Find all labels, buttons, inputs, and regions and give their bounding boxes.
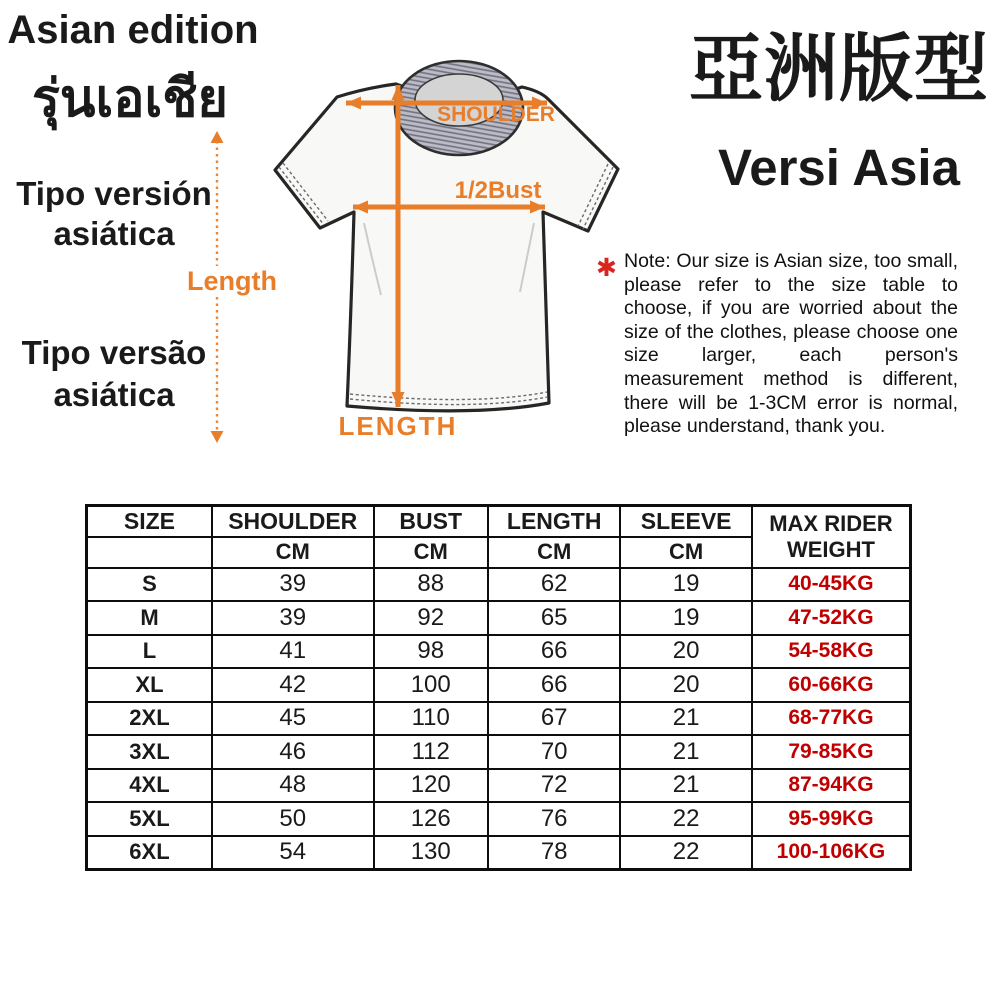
unit-cell: CM bbox=[488, 537, 620, 568]
shoulder-cell: 39 bbox=[212, 601, 374, 635]
size-cell: 6XL bbox=[87, 836, 212, 870]
sleeve-cell: 19 bbox=[620, 568, 751, 602]
tshirt-diagram bbox=[250, 55, 630, 455]
length-cell: 78 bbox=[488, 836, 620, 870]
table-row bbox=[87, 668, 911, 702]
table-header-row bbox=[87, 506, 911, 537]
sleeve-cell: 21 bbox=[620, 702, 751, 736]
table-row bbox=[87, 568, 911, 602]
size-cell: M bbox=[87, 601, 212, 635]
weight-cell: 95-99KG bbox=[752, 802, 911, 836]
table-row bbox=[87, 601, 911, 635]
shoulder-cell: 54 bbox=[212, 836, 374, 870]
bust-cell: 88 bbox=[374, 568, 488, 602]
bust-cell: 110 bbox=[374, 702, 488, 736]
size-note-text: Note: Our size is Asian size, too small, please refer to the size table to choose, if you are worried about the size of the clothes, please choose one size larger, each person's measurement method is different, there will be 1-3CM error is normal, please understand, thank you. bbox=[624, 250, 958, 438]
sleeve-cell: 22 bbox=[620, 802, 751, 836]
weight-cell: 100-106KG bbox=[752, 836, 911, 870]
unit-cell: CM bbox=[374, 537, 488, 568]
length-cell: 72 bbox=[488, 769, 620, 803]
title-spanish-line1: Tipo versión bbox=[16, 175, 212, 212]
length-cell: 66 bbox=[488, 668, 620, 702]
title-spanish-line2: asiática bbox=[53, 215, 175, 252]
col-header-size: SIZE bbox=[87, 506, 212, 537]
weight-cell: 68-77KG bbox=[752, 702, 911, 736]
size-cell: 3XL bbox=[87, 735, 212, 769]
title-portuguese bbox=[0, 332, 228, 416]
shoulder-cell: 45 bbox=[212, 702, 374, 736]
col-header-sleeve: SLEEVE bbox=[620, 506, 751, 537]
shoulder-cell: 42 bbox=[212, 668, 374, 702]
bust-cell: 92 bbox=[374, 601, 488, 635]
col-header-weight bbox=[752, 506, 911, 568]
weight-cell: 47-52KG bbox=[752, 601, 911, 635]
bust-cell: 130 bbox=[374, 836, 488, 870]
bust-cell: 100 bbox=[374, 668, 488, 702]
arrowhead-up-icon bbox=[211, 131, 224, 143]
table-row bbox=[87, 769, 911, 803]
size-cell: L bbox=[87, 635, 212, 669]
title-portuguese-line2: asiática bbox=[53, 376, 175, 413]
sleeve-cell: 20 bbox=[620, 635, 751, 669]
table-row bbox=[87, 702, 911, 736]
sleeve-cell: 21 bbox=[620, 769, 751, 803]
shoulder-cell: 46 bbox=[212, 735, 374, 769]
weight-header-line1: MAX RIDER bbox=[769, 510, 893, 536]
unit-cell: CM bbox=[620, 537, 751, 568]
unit-cell bbox=[87, 537, 212, 568]
weight-cell: 54-58KG bbox=[752, 635, 911, 669]
size-cell: S bbox=[87, 568, 212, 602]
bust-arrow-label: 1/2Bust bbox=[454, 177, 542, 204]
length-cell: 66 bbox=[488, 635, 620, 669]
shoulder-cell: 48 bbox=[212, 769, 374, 803]
size-table bbox=[85, 504, 912, 871]
title-spanish bbox=[0, 174, 228, 254]
length-cell: 62 bbox=[488, 568, 620, 602]
length-cell: 65 bbox=[488, 601, 620, 635]
table-row bbox=[87, 802, 911, 836]
weight-cell: 40-45KG bbox=[752, 568, 911, 602]
col-header-length: LENGTH bbox=[488, 506, 620, 537]
table-row bbox=[87, 735, 911, 769]
title-portuguese-line1: Tipo versão bbox=[21, 334, 207, 371]
bust-cell: 112 bbox=[374, 735, 488, 769]
arrowhead-down-icon bbox=[211, 431, 224, 443]
length-label-left: Length bbox=[184, 266, 280, 297]
length-cell: 67 bbox=[488, 702, 620, 736]
shoulder-cell: 41 bbox=[212, 635, 374, 669]
size-cell: 4XL bbox=[87, 769, 212, 803]
title-chinese: 亞洲版型 bbox=[689, 27, 989, 110]
weight-cell: 60-66KG bbox=[752, 668, 911, 702]
col-header-shoulder: SHOULDER bbox=[212, 506, 374, 537]
col-header-bust: BUST bbox=[374, 506, 488, 537]
sleeve-cell: 22 bbox=[620, 836, 751, 870]
asterisk-icon: ✱ bbox=[596, 254, 617, 282]
length-arrow-label: LENGTH bbox=[338, 411, 458, 441]
weight-header-line2: WEIGHT bbox=[786, 536, 875, 562]
unit-cell: CM bbox=[212, 537, 374, 568]
bust-cell: 126 bbox=[374, 802, 488, 836]
shoulder-cell: 39 bbox=[212, 568, 374, 602]
shoulder-cell: 50 bbox=[212, 802, 374, 836]
table-row bbox=[87, 635, 911, 669]
weight-cell: 87-94KG bbox=[752, 769, 911, 803]
bust-cell: 120 bbox=[374, 769, 488, 803]
size-cell: 5XL bbox=[87, 802, 212, 836]
table-row bbox=[87, 836, 911, 870]
weight-cell: 79-85KG bbox=[752, 735, 911, 769]
size-cell: XL bbox=[87, 668, 212, 702]
shoulder-arrow-label: SHOULDER bbox=[437, 103, 555, 126]
title-thai: รุ่นเอเชีย bbox=[31, 70, 228, 128]
length-cell: 70 bbox=[488, 735, 620, 769]
length-cell: 76 bbox=[488, 802, 620, 836]
sleeve-cell: 21 bbox=[620, 735, 751, 769]
title-asian-edition: Asian edition bbox=[7, 8, 259, 52]
size-note bbox=[594, 250, 962, 439]
bust-cell: 98 bbox=[374, 635, 488, 669]
sleeve-cell: 19 bbox=[620, 601, 751, 635]
size-cell: 2XL bbox=[87, 702, 212, 736]
title-versi-asia: Versi Asia bbox=[718, 139, 960, 196]
sleeve-cell: 20 bbox=[620, 668, 751, 702]
